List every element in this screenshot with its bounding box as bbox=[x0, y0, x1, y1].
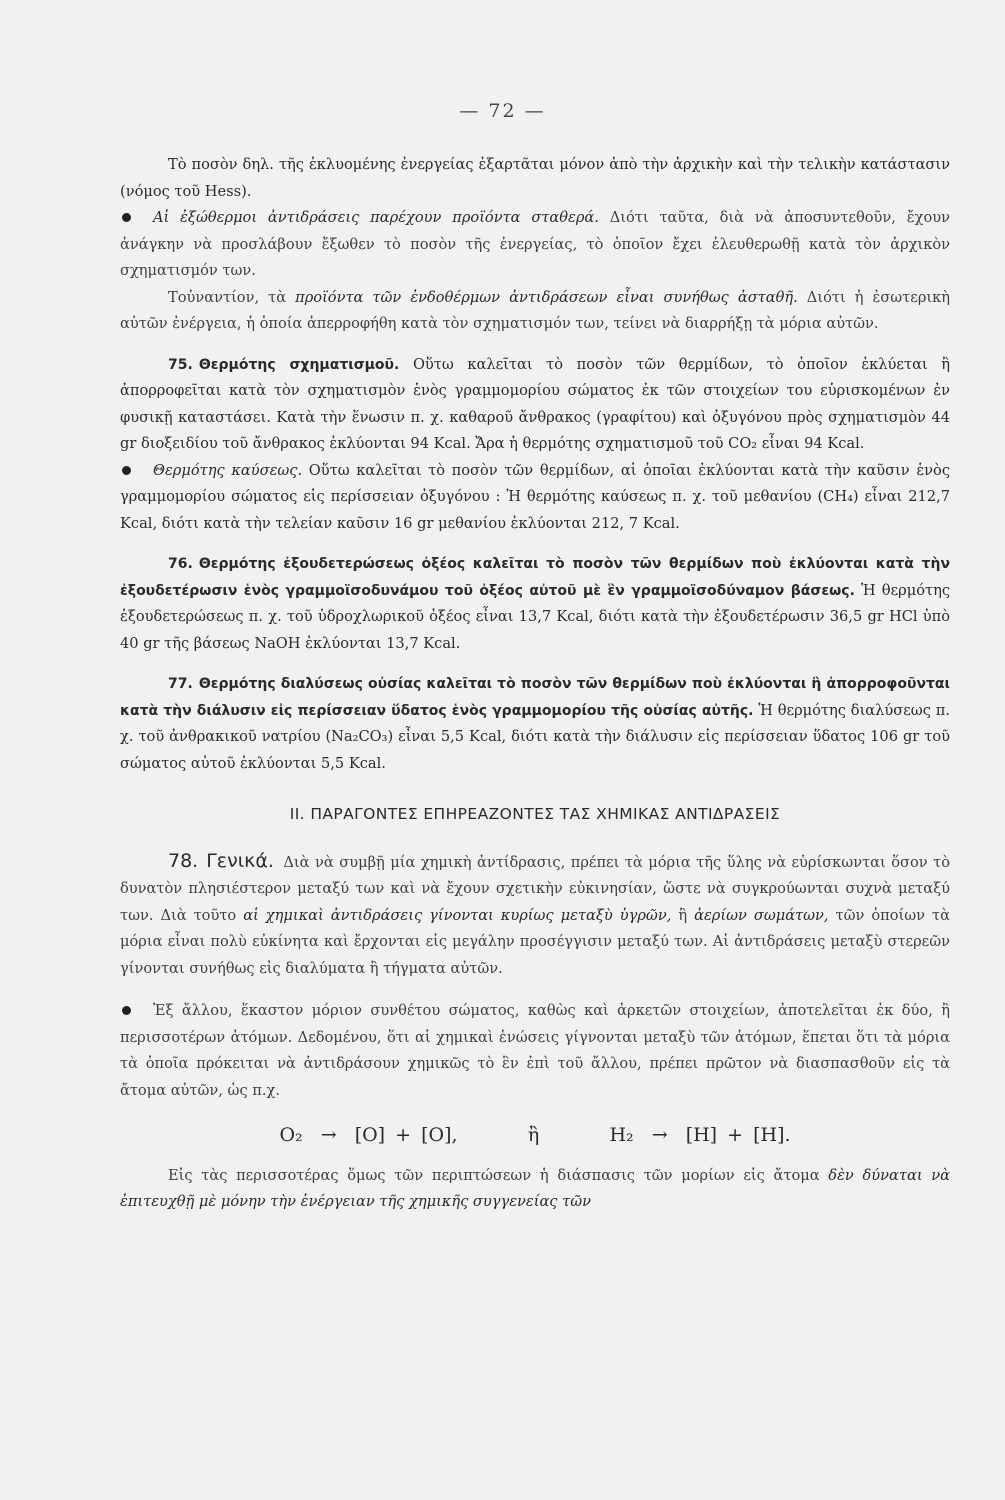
bullet-icon bbox=[122, 213, 131, 222]
arrow-right-icon: → bbox=[651, 1124, 668, 1146]
paragraph-endothermic: Τοὐναντίον, τὰ προϊόντα τῶν ἐνδοθέρμων ἀντιδράσεων εἶναι συνήθως ἀσταθῆ. Διότι ἡ ἐσωτερικὴ αὐτῶν ἐνέργεια, ἡ ὁποία ἀπερροφήθη κατὰ τὸν σχηματισμόν των, τείνει νὰ διαρρήξῃ τὰ μόρια αὐτῶν. bbox=[120, 288, 950, 332]
paragraph-combustion: Θερμότης καύσεως. Οὕτω καλεῖται τὸ ποσὸν τῶν θερμίδων, αἱ ὁποῖαι ἐκλύονται κατὰ τὴν καῦσιν ἑνὸς γραμμομορίου σώματος εἰς περίσσειαν ὀξυγόνου : Ἡ θερμότης καύσεως π. χ. τοῦ μεθανίου (CH₄) εἶναι 212,7 Kcal, διότι κατὰ τὴν τελείαν καῦσιν 16 gr μεθανίου ἐκλύονται 212, 7 Kcal. bbox=[120, 461, 951, 532]
section-76: 76. Θερμότης ἐξουδετερώσεως ὀξέος καλεῖται τὸ ποσὸν τῶν θερμίδων ποὺ ἐκλύονται κατὰ τὴν ἐξουδετέρωσιν ἑνὸς γραμμοϊσοδυνάμου τοῦ ὀξέος αὐτοῦ μὲ ἓν γραμμοϊσοδύναμον βάσεως. Ἡ θερμότης ἐξουδετερώσεως π. χ. τοῦ ὑδροχλωρικοῦ ὀξέος εἶναι 13,7 Kcal, διότι κατὰ τὴν ἐξουδετέρωσιν 36,5 gr HCl ὑπὸ 40 gr τῆς βάσεως NaOH ἐκλύονται 13,7 Kcal. bbox=[120, 556, 950, 652]
paragraph-dissociation: Εἰς τὰς περισσοτέρας ὅμως τῶν περιπτώσεων ἡ διάσπασις τῶν μορίων εἰς ἄτομα δὲν δύναται νὰ ἐπιτευχθῇ μὲ μόνην τὴν ἐνέργειαν τῆς χημικῆς συγγενείας τῶν bbox=[120, 1166, 950, 1210]
paragraph-exothermic: Αἱ ἐξώθερμοι ἀντιδράσεις παρέχουν προϊόντα σταθερά. Διότι ταῦτα, διὰ νὰ ἀποσυντεθοῦν, ἔχουν ἀνάγκην νὰ προσλάβουν ἔξωθεν τὸ ποσὸν τῆς ἐνεργείας, τὸ ὁποῖον ἔχει ἐλευθερωθῇ κατὰ τὸν ἀρχικὸν σχηματισμόν των. bbox=[120, 209, 950, 279]
section-77: 77. Θερμότης διαλύσεως οὐσίας καλεῖται τὸ ποσὸν τῶν θερμίδων ποὺ ἐκλύονται ἢ ἀπορροφοῦνται κατὰ τὴν διάλυσιν εἰς περίσσειαν ὕδατος ἑνὸς γραμμομορίου τῆς οὐσίας αὐτῆς. Ἡ θερμότης διαλύσεως π. χ. τοῦ ἀνθρακικοῦ νατρίου (Na₂CO₃) εἶναι 5,5 Kcal, διότι κατὰ τὴν διάλυσιν εἰς περίσσειαν ὕδατος 106 gr τοῦ σώματος αὐτοῦ ἐκλύονται 5,5 Kcal. bbox=[120, 676, 950, 772]
section-title: II. ΠΑΡΑΓΟΝΤΕΣ ΕΠΗΡΕΑΖΟΝΤΕΣ ΤΑΣ ΧΗΜΙΚΑΣ ΑΝΤΙΔΡΑΣΕΙΣ bbox=[289, 805, 781, 823]
bullet-icon bbox=[122, 466, 131, 475]
section-78: 78. Γενικά. Διὰ νὰ συμβῇ μία χημικὴ ἀντίδρασις, πρέπει τὰ μόρια τῆς ὕλης νὰ εὑρίσκωνται ὅσον τὸ δυνατὸν πλησιέστερον μεταξύ των καὶ νὰ ἔχουν σχετικὴν εὐκινησίαν, ὥστε νὰ συγκρούωνται συχνὰ μεταξύ των. Διὰ τοῦτο αἱ χημικαὶ ἀντιδράσεις γίνονται κυρίως μεταξὺ ὑγρῶν, ἢ ἀερίων σωμάτων, τῶν ὁποίων τὰ μόρια εἶναι πολὺ εὐκίνητα καὶ ἔρχονται εἰς μεγάλην προσέγγισιν μεταξύ των. Αἱ ἀντιδράσεις μεταξὺ στερεῶν γίνονται συνήθως εἰς διαλύματα ἢ τήγματα αὐτῶν. bbox=[120, 849, 950, 977]
section-75: 75. Θερμότης σχηματισμοῦ. Οὕτω καλεῖται τὸ ποσὸν τῶν θερμίδων, τὸ ὁποῖον ἐκλύεται ἢ ἀπορροφεῖται κατὰ τὸν σχηματισμὸν ἑνὸς γραμμομορίου σώματος ἐκ τῶν στοιχείων του εὑρισκομένων ἐν φυσικῇ καταστάσει. Κατὰ τὴν ἕνωσιν π. χ. καθαροῦ ἄνθρακος (γραφίτου) καὶ ὀξυγόνου πρὸς σχηματισμὸν 44 gr διοξειδίου τοῦ ἄνθρακος ἐκλύονται 94 Kcal. Ἄρα ἡ θερμότης σχηματισμοῦ τοῦ CO₂ εἶναι 94 Kcal. bbox=[120, 355, 951, 452]
page-number: — 72 — bbox=[459, 100, 546, 122]
page-body bbox=[120, 152, 950, 1216]
dissociation-equation: O₂ → [O] + [O], ἢ H₂ → [H] + [H]. bbox=[279, 1124, 791, 1146]
paragraph-atoms: Ἐξ ἄλλου, ἕκαστον μόριον συνθέτου σώματος, καθὼς καὶ ἀρκετῶν στοιχείων, ἀποτελεῖται ἐκ δύο, ἢ περισσοτέρων ἀτόμων. Δεδομένου, ὅτι αἱ χημικαὶ ἑνώσεις γίγνονται μεταξὺ τῶν ἀτόμων, ἕπεται ὅτι τὰ μόρια τὰ ὁποῖα πρόκειται νὰ ἀντιδράσουν χημικῶς τὸ ἓν ἐπὶ τοῦ ἄλλου, πρέπει πρῶτον νὰ διασπασθοῦν εἰς τὰ ἄτομα αὐτῶν, ὡς π.χ. bbox=[120, 1002, 950, 1099]
paragraph-hess: Τὸ ποσὸν δηλ. τῆς ἐκλυομένης ἐνεργείας ἐξαρτᾶται μόνον ἀπὸ τὴν ἀρχικὴν καὶ τὴν τελικὴν κατάστασιν (νόμος τοῦ Hess). bbox=[120, 156, 950, 200]
arrow-right-icon: → bbox=[320, 1124, 337, 1146]
bullet-icon bbox=[122, 1006, 131, 1015]
